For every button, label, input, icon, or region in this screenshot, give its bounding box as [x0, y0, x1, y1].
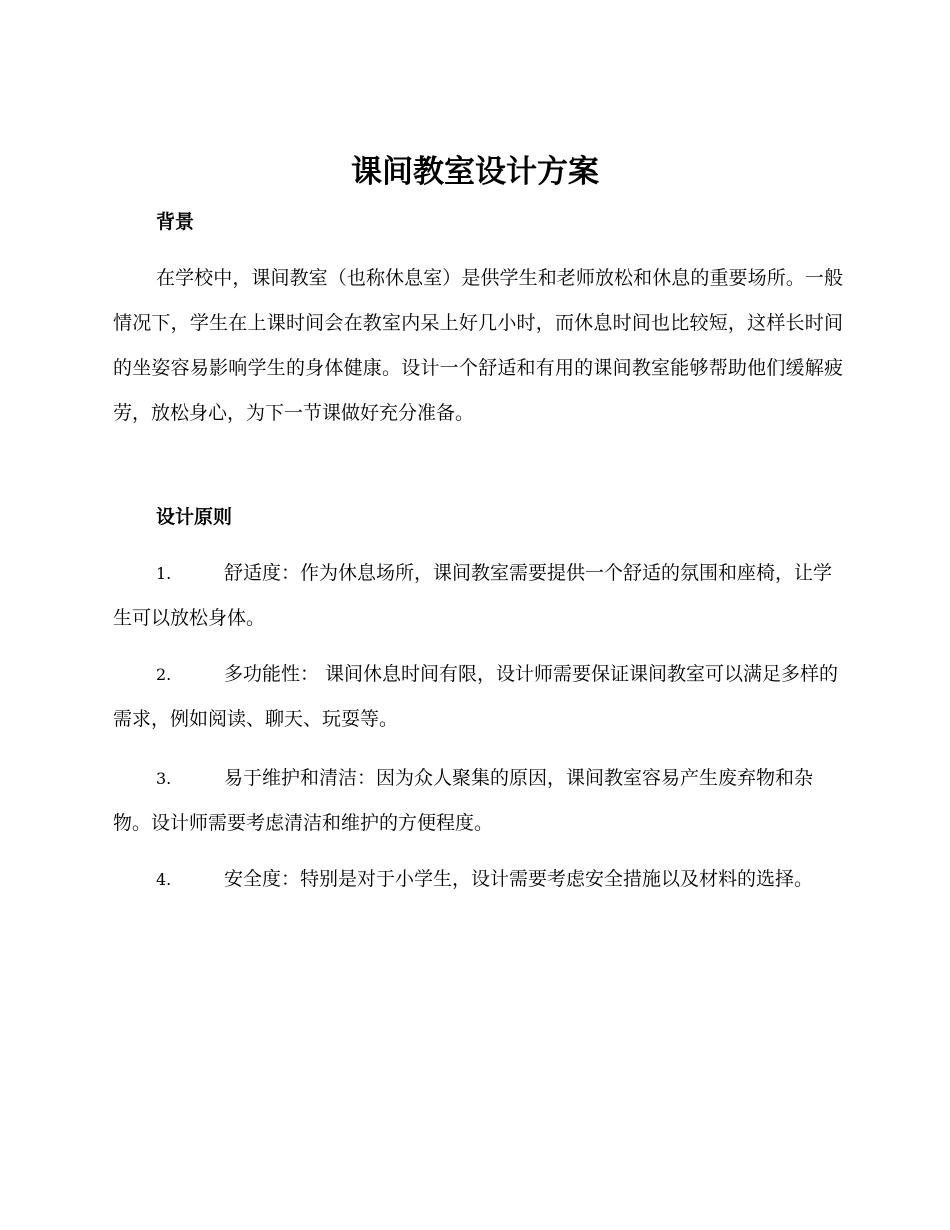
list-item — [113, 652, 843, 742]
document-title: 课间教室设计方案 — [351, 154, 599, 190]
list-number: 4. — [156, 870, 172, 889]
list-item-text: 多功能性： 课间休息时间有限，设计师需要保证课间教室可以满足多样的需求，例如阅读、聊天、玩耍等。 — [113, 663, 839, 730]
list-item — [113, 756, 843, 846]
list-number: 2. — [156, 665, 172, 684]
list-number: 3. — [156, 769, 172, 788]
background-paragraph: 在学校中，课间教室（也称休息室）是供学生和老师放松和休息的重要场所。一般情况下，学生在上课时间会在教室内呆上好几小时，而休息时间也比较短，这样长时间的坐姿容易影响学生的身体健康。设计一个舒适和有用的课间教室能够帮助他们缓解疲劳，放松身心，为下一节课做好充分准备。 — [113, 267, 843, 424]
list-item-text: 易于维护和清洁：因为众人聚集的原因，课间教室容易产生废弃物和杂物。设计师需要考虑清洁和维护的方便程度。 — [113, 767, 814, 834]
list-item — [113, 551, 843, 641]
section-heading-principles: 设计原则 — [156, 506, 233, 528]
list-number: 1. — [156, 564, 172, 583]
list-item-text: 舒适度：作为休息场所，课间教室需要提供一个舒适的氛围和座椅，让学生可以放松身体。 — [113, 562, 833, 629]
section-heading-background: 背景 — [156, 211, 195, 233]
list-item — [113, 857, 843, 902]
list-item-text: 安全度：特别是对于小学生，设计需要考虑安全措施以及材料的选择。 — [224, 868, 814, 890]
